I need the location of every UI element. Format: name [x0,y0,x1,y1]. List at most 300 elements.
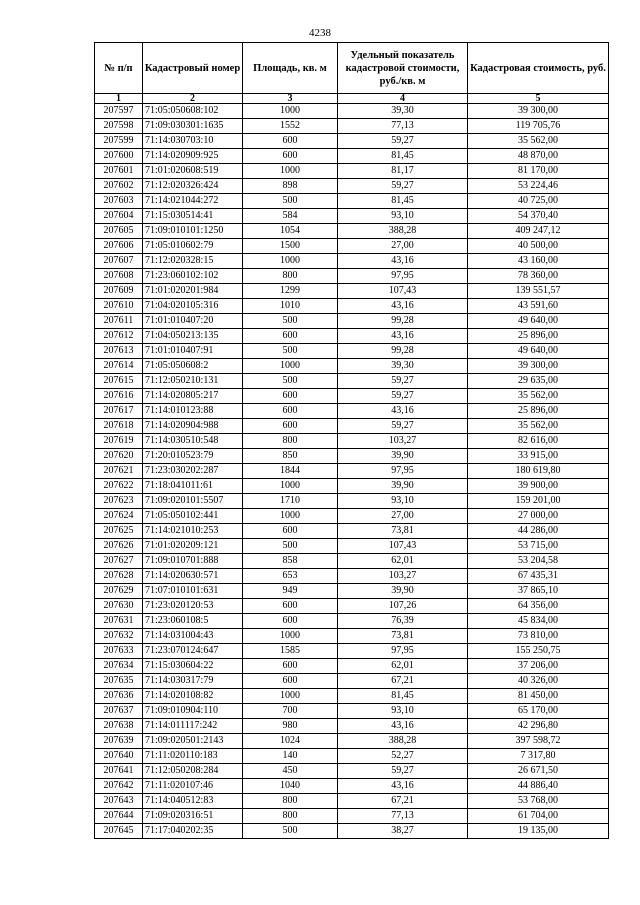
cadastral-number-cell: 71:23:070124:647 [143,644,243,659]
cost-cell: 7 317,80 [468,749,609,764]
area-cell: 600 [243,674,338,689]
area-cell: 700 [243,704,338,719]
cost-cell: 64 356,00 [468,599,609,614]
row-number-cell: 207645 [95,824,143,839]
table-row [95,539,609,554]
cost-cell: 48 870,00 [468,149,609,164]
row-number-cell: 207609 [95,284,143,299]
table-row [95,449,609,464]
table-row [95,584,609,599]
area-cell: 1040 [243,779,338,794]
cadastral-number-cell: 71:11:020107:46 [143,779,243,794]
cadastral-value-table [94,42,609,839]
cost-cell: 82 616,00 [468,434,609,449]
table-row [95,479,609,494]
rate-cell: 39,30 [338,359,468,374]
cost-cell: 40 500,00 [468,239,609,254]
row-number-cell: 207631 [95,614,143,629]
cadastral-number-cell: 71:09:030301:1635 [143,119,243,134]
rate-cell: 73,81 [338,629,468,644]
table-row [95,779,609,794]
cadastral-number-cell: 71:18:041011:61 [143,479,243,494]
area-cell: 858 [243,554,338,569]
area-cell: 600 [243,149,338,164]
table-row [95,269,609,284]
row-number-cell: 207621 [95,464,143,479]
table-row [95,344,609,359]
row-number-cell: 207599 [95,134,143,149]
rate-cell: 59,27 [338,389,468,404]
rate-cell: 27,00 [338,239,468,254]
rate-cell: 77,13 [338,119,468,134]
column-number-row [95,94,609,104]
table-row [95,284,609,299]
cost-cell: 53 224,46 [468,179,609,194]
table-row [95,179,609,194]
rate-cell: 39,30 [338,104,468,119]
row-number-cell: 207618 [95,419,143,434]
rate-cell: 59,27 [338,179,468,194]
header-rate: Удельный показатель кадастровой стоимости, руб./кв. м [338,43,468,94]
cost-cell: 155 250,75 [468,644,609,659]
cost-cell: 44 886,40 [468,779,609,794]
area-cell: 1024 [243,734,338,749]
row-number-cell: 207611 [95,314,143,329]
cadastral-number-cell: 71:23:060102:102 [143,269,243,284]
table-row [95,629,609,644]
cadastral-number-cell: 71:14:030703:10 [143,134,243,149]
cost-cell: 53 715,00 [468,539,609,554]
table-row [95,659,609,674]
row-number-cell: 207624 [95,509,143,524]
cadastral-number-cell: 71:11:020110:183 [143,749,243,764]
rate-cell: 99,28 [338,344,468,359]
row-number-cell: 207619 [95,434,143,449]
table-row [95,614,609,629]
area-cell: 1844 [243,464,338,479]
rate-cell: 81,45 [338,194,468,209]
row-number-cell: 207640 [95,749,143,764]
area-cell: 600 [243,329,338,344]
cost-cell: 409 247,12 [468,224,609,239]
cost-cell: 44 286,00 [468,524,609,539]
cadastral-number-cell: 71:14:010123:88 [143,404,243,419]
cadastral-number-cell: 71:09:020316:51 [143,809,243,824]
rate-cell: 93,10 [338,704,468,719]
table-row [95,164,609,179]
cadastral-number-cell: 71:17:040202:35 [143,824,243,839]
rate-cell: 93,10 [338,209,468,224]
table-row [95,569,609,584]
cadastral-number-cell: 71:04:050213:135 [143,329,243,344]
cost-cell: 119 705,76 [468,119,609,134]
cadastral-number-cell: 71:01:020201:984 [143,284,243,299]
area-cell: 1000 [243,629,338,644]
row-number-cell: 207615 [95,374,143,389]
cost-cell: 25 896,00 [468,329,609,344]
table-row [95,329,609,344]
area-cell: 800 [243,269,338,284]
cost-cell: 61 704,00 [468,809,609,824]
row-number-cell: 207633 [95,644,143,659]
cadastral-number-cell: 71:09:010101:1250 [143,224,243,239]
table-row [95,254,609,269]
header-cadastral-number: Кадастровый номер [143,43,243,94]
cost-cell: 49 640,00 [468,344,609,359]
cost-cell: 43 591,60 [468,299,609,314]
table-row [95,494,609,509]
cost-cell: 78 360,00 [468,269,609,284]
row-number-cell: 207625 [95,524,143,539]
cost-cell: 81 450,00 [468,689,609,704]
rate-cell: 59,27 [338,374,468,389]
row-number-cell: 207606 [95,239,143,254]
cost-cell: 53 204,58 [468,554,609,569]
area-cell: 980 [243,719,338,734]
rate-cell: 103,27 [338,434,468,449]
cadastral-number-cell: 71:14:020805:217 [143,389,243,404]
header-area: Площадь, кв. м [243,43,338,94]
table-row [95,734,609,749]
rate-cell: 97,95 [338,644,468,659]
cost-cell: 67 435,31 [468,569,609,584]
area-cell: 500 [243,314,338,329]
area-cell: 500 [243,374,338,389]
cadastral-number-cell: 71:14:020108:82 [143,689,243,704]
table-row [95,809,609,824]
table-row [95,509,609,524]
cost-cell: 65 170,00 [468,704,609,719]
cadastral-number-cell: 71:05:050608:102 [143,104,243,119]
table-row [95,464,609,479]
row-number-cell: 207643 [95,794,143,809]
row-number-cell: 207607 [95,254,143,269]
area-cell: 800 [243,809,338,824]
cost-cell: 35 562,00 [468,134,609,149]
table-row [95,404,609,419]
cost-cell: 26 671,50 [468,764,609,779]
cadastral-number-cell: 71:15:030604:22 [143,659,243,674]
table-row [95,209,609,224]
rate-cell: 107,43 [338,539,468,554]
rate-cell: 39,90 [338,449,468,464]
area-cell: 500 [243,824,338,839]
rate-cell: 43,16 [338,779,468,794]
cadastral-number-cell: 71:01:020209:121 [143,539,243,554]
rate-cell: 97,95 [338,464,468,479]
cadastral-number-cell: 71:09:020501:2143 [143,734,243,749]
table-row [95,299,609,314]
cost-cell: 37 206,00 [468,659,609,674]
cadastral-number-cell: 71:23:020120:53 [143,599,243,614]
area-cell: 1585 [243,644,338,659]
row-number-cell: 207632 [95,629,143,644]
cadastral-number-cell: 71:14:020630:571 [143,569,243,584]
row-number-cell: 207639 [95,734,143,749]
area-cell: 898 [243,179,338,194]
row-number-cell: 207644 [95,809,143,824]
table-row [95,389,609,404]
column-number: 1 [95,94,143,104]
cost-cell: 159 201,00 [468,494,609,509]
cadastral-number-cell: 71:14:020909:925 [143,149,243,164]
row-number-cell: 207642 [95,779,143,794]
rate-cell: 38,27 [338,824,468,839]
row-number-cell: 207614 [95,359,143,374]
row-number-cell: 207620 [95,449,143,464]
column-number: 4 [338,94,468,104]
row-number-cell: 207635 [95,674,143,689]
area-cell: 600 [243,404,338,419]
cost-cell: 19 135,00 [468,824,609,839]
column-number: 2 [143,94,243,104]
rate-cell: 62,01 [338,554,468,569]
rate-cell: 93,10 [338,494,468,509]
table-row [95,704,609,719]
area-cell: 600 [243,599,338,614]
cost-cell: 53 768,00 [468,794,609,809]
cadastral-number-cell: 71:23:060108:5 [143,614,243,629]
table-row [95,314,609,329]
area-cell: 1299 [243,284,338,299]
cadastral-number-cell: 71:12:020328:15 [143,254,243,269]
cadastral-number-cell: 71:01:010407:91 [143,344,243,359]
row-number-cell: 207605 [95,224,143,239]
rate-cell: 52,27 [338,749,468,764]
rate-cell: 59,27 [338,134,468,149]
page-number: 4238 [309,27,331,39]
table-row [95,434,609,449]
row-number-cell: 207610 [95,299,143,314]
table-row [95,134,609,149]
row-number-cell: 207598 [95,119,143,134]
cost-cell: 81 170,00 [468,164,609,179]
area-cell: 1000 [243,479,338,494]
area-cell: 800 [243,434,338,449]
cost-cell: 43 160,00 [468,254,609,269]
cost-cell: 37 865,10 [468,584,609,599]
table-row [95,554,609,569]
row-number-cell: 207617 [95,404,143,419]
row-number-cell: 207612 [95,329,143,344]
cadastral-number-cell: 71:09:020101:5507 [143,494,243,509]
rate-cell: 43,16 [338,719,468,734]
area-cell: 500 [243,194,338,209]
table-row [95,224,609,239]
row-number-cell: 207613 [95,344,143,359]
cadastral-number-cell: 71:05:010602:79 [143,239,243,254]
row-number-cell: 207636 [95,689,143,704]
rate-cell: 99,28 [338,314,468,329]
area-cell: 600 [243,614,338,629]
cadastral-number-cell: 71:01:020608:519 [143,164,243,179]
cost-cell: 54 370,40 [468,209,609,224]
cost-cell: 73 810,00 [468,629,609,644]
table-row [95,794,609,809]
area-cell: 500 [243,344,338,359]
cadastral-number-cell: 71:14:011117:242 [143,719,243,734]
area-cell: 600 [243,134,338,149]
cadastral-number-cell: 71:23:030202:287 [143,464,243,479]
area-cell: 1010 [243,299,338,314]
row-number-cell: 207608 [95,269,143,284]
rate-cell: 81,17 [338,164,468,179]
rate-cell: 62,01 [338,659,468,674]
area-cell: 1500 [243,239,338,254]
table-row [95,599,609,614]
row-number-cell: 207603 [95,194,143,209]
row-number-cell: 207597 [95,104,143,119]
rate-cell: 43,16 [338,299,468,314]
area-cell: 1000 [243,359,338,374]
row-number-cell: 207604 [95,209,143,224]
rate-cell: 43,16 [338,404,468,419]
cost-cell: 35 562,00 [468,389,609,404]
rate-cell: 76,39 [338,614,468,629]
cost-cell: 39 300,00 [468,104,609,119]
area-cell: 1000 [243,164,338,179]
table-row [95,764,609,779]
cadastral-number-cell: 71:14:031004:43 [143,629,243,644]
cost-cell: 39 300,00 [468,359,609,374]
row-number-cell: 207626 [95,539,143,554]
rate-cell: 81,45 [338,689,468,704]
area-cell: 600 [243,524,338,539]
area-cell: 140 [243,749,338,764]
table-row [95,524,609,539]
row-number-cell: 207637 [95,704,143,719]
area-cell: 1000 [243,254,338,269]
rate-cell: 103,27 [338,569,468,584]
table-row [95,824,609,839]
rate-cell: 97,95 [338,269,468,284]
row-number-cell: 207634 [95,659,143,674]
cadastral-number-cell: 71:14:021044:272 [143,194,243,209]
table-row [95,104,609,119]
cadastral-number-cell: 71:07:010101:631 [143,584,243,599]
cost-cell: 45 834,00 [468,614,609,629]
table-row [95,239,609,254]
row-number-cell: 207638 [95,719,143,734]
rate-cell: 67,21 [338,794,468,809]
area-cell: 1710 [243,494,338,509]
cadastral-number-cell: 71:09:010904:110 [143,704,243,719]
cadastral-number-cell: 71:05:050102:441 [143,509,243,524]
cadastral-number-cell: 71:14:040512:83 [143,794,243,809]
rate-cell: 67,21 [338,674,468,689]
row-number-cell: 207628 [95,569,143,584]
column-number: 5 [468,94,609,104]
cadastral-number-cell: 71:04:020105:316 [143,299,243,314]
rate-cell: 43,16 [338,329,468,344]
cost-cell: 39 900,00 [468,479,609,494]
area-cell: 1552 [243,119,338,134]
rate-cell: 388,28 [338,734,468,749]
cadastral-number-cell: 71:01:010407:20 [143,314,243,329]
cost-cell: 29 635,00 [468,374,609,389]
cadastral-number-cell: 71:14:030510:548 [143,434,243,449]
cost-cell: 397 598,72 [468,734,609,749]
row-number-cell: 207623 [95,494,143,509]
table-row [95,719,609,734]
table-row [95,689,609,704]
cadastral-number-cell: 71:12:050208:284 [143,764,243,779]
cost-cell: 42 296,80 [468,719,609,734]
area-cell: 1054 [243,224,338,239]
table-row [95,644,609,659]
rate-cell: 59,27 [338,764,468,779]
area-cell: 653 [243,569,338,584]
cadastral-number-cell: 71:09:010701:888 [143,554,243,569]
row-number-cell: 207600 [95,149,143,164]
rate-cell: 39,90 [338,584,468,599]
rate-cell: 81,45 [338,149,468,164]
table-row [95,374,609,389]
cost-cell: 49 640,00 [468,314,609,329]
cadastral-number-cell: 71:15:030514:41 [143,209,243,224]
area-cell: 1000 [243,104,338,119]
cost-cell: 35 562,00 [468,419,609,434]
area-cell: 1000 [243,689,338,704]
cadastral-number-cell: 71:12:050210:131 [143,374,243,389]
header-num: № п/п [95,43,143,94]
cadastral-number-cell: 71:14:020904:988 [143,419,243,434]
area-cell: 800 [243,794,338,809]
table-row [95,194,609,209]
rate-cell: 77,13 [338,809,468,824]
row-number-cell: 207616 [95,389,143,404]
cadastral-number-cell: 71:14:030317:79 [143,674,243,689]
area-cell: 600 [243,419,338,434]
cost-cell: 40 725,00 [468,194,609,209]
area-cell: 450 [243,764,338,779]
area-cell: 1000 [243,509,338,524]
cadastral-number-cell: 71:20:010523:79 [143,449,243,464]
column-number: 3 [243,94,338,104]
row-number-cell: 207602 [95,179,143,194]
rate-cell: 27,00 [338,509,468,524]
rate-cell: 388,28 [338,224,468,239]
rate-cell: 59,27 [338,419,468,434]
table-header-row [95,43,609,94]
area-cell: 584 [243,209,338,224]
rate-cell: 107,26 [338,599,468,614]
rate-cell: 39,90 [338,479,468,494]
cadastral-number-cell: 71:14:021010:253 [143,524,243,539]
table-row [95,359,609,374]
cost-cell: 33 915,00 [468,449,609,464]
row-number-cell: 207601 [95,164,143,179]
rate-cell: 73,81 [338,524,468,539]
cost-cell: 25 896,00 [468,404,609,419]
area-cell: 850 [243,449,338,464]
table-row [95,419,609,434]
row-number-cell: 207630 [95,599,143,614]
area-cell: 500 [243,539,338,554]
cost-cell: 180 619,80 [468,464,609,479]
table-row [95,149,609,164]
cost-cell: 139 551,57 [468,284,609,299]
rate-cell: 107,43 [338,284,468,299]
table-row [95,674,609,689]
row-number-cell: 207629 [95,584,143,599]
row-number-cell: 207641 [95,764,143,779]
table-row [95,749,609,764]
row-number-cell: 207622 [95,479,143,494]
row-number-cell: 207627 [95,554,143,569]
area-cell: 949 [243,584,338,599]
cost-cell: 27 000,00 [468,509,609,524]
